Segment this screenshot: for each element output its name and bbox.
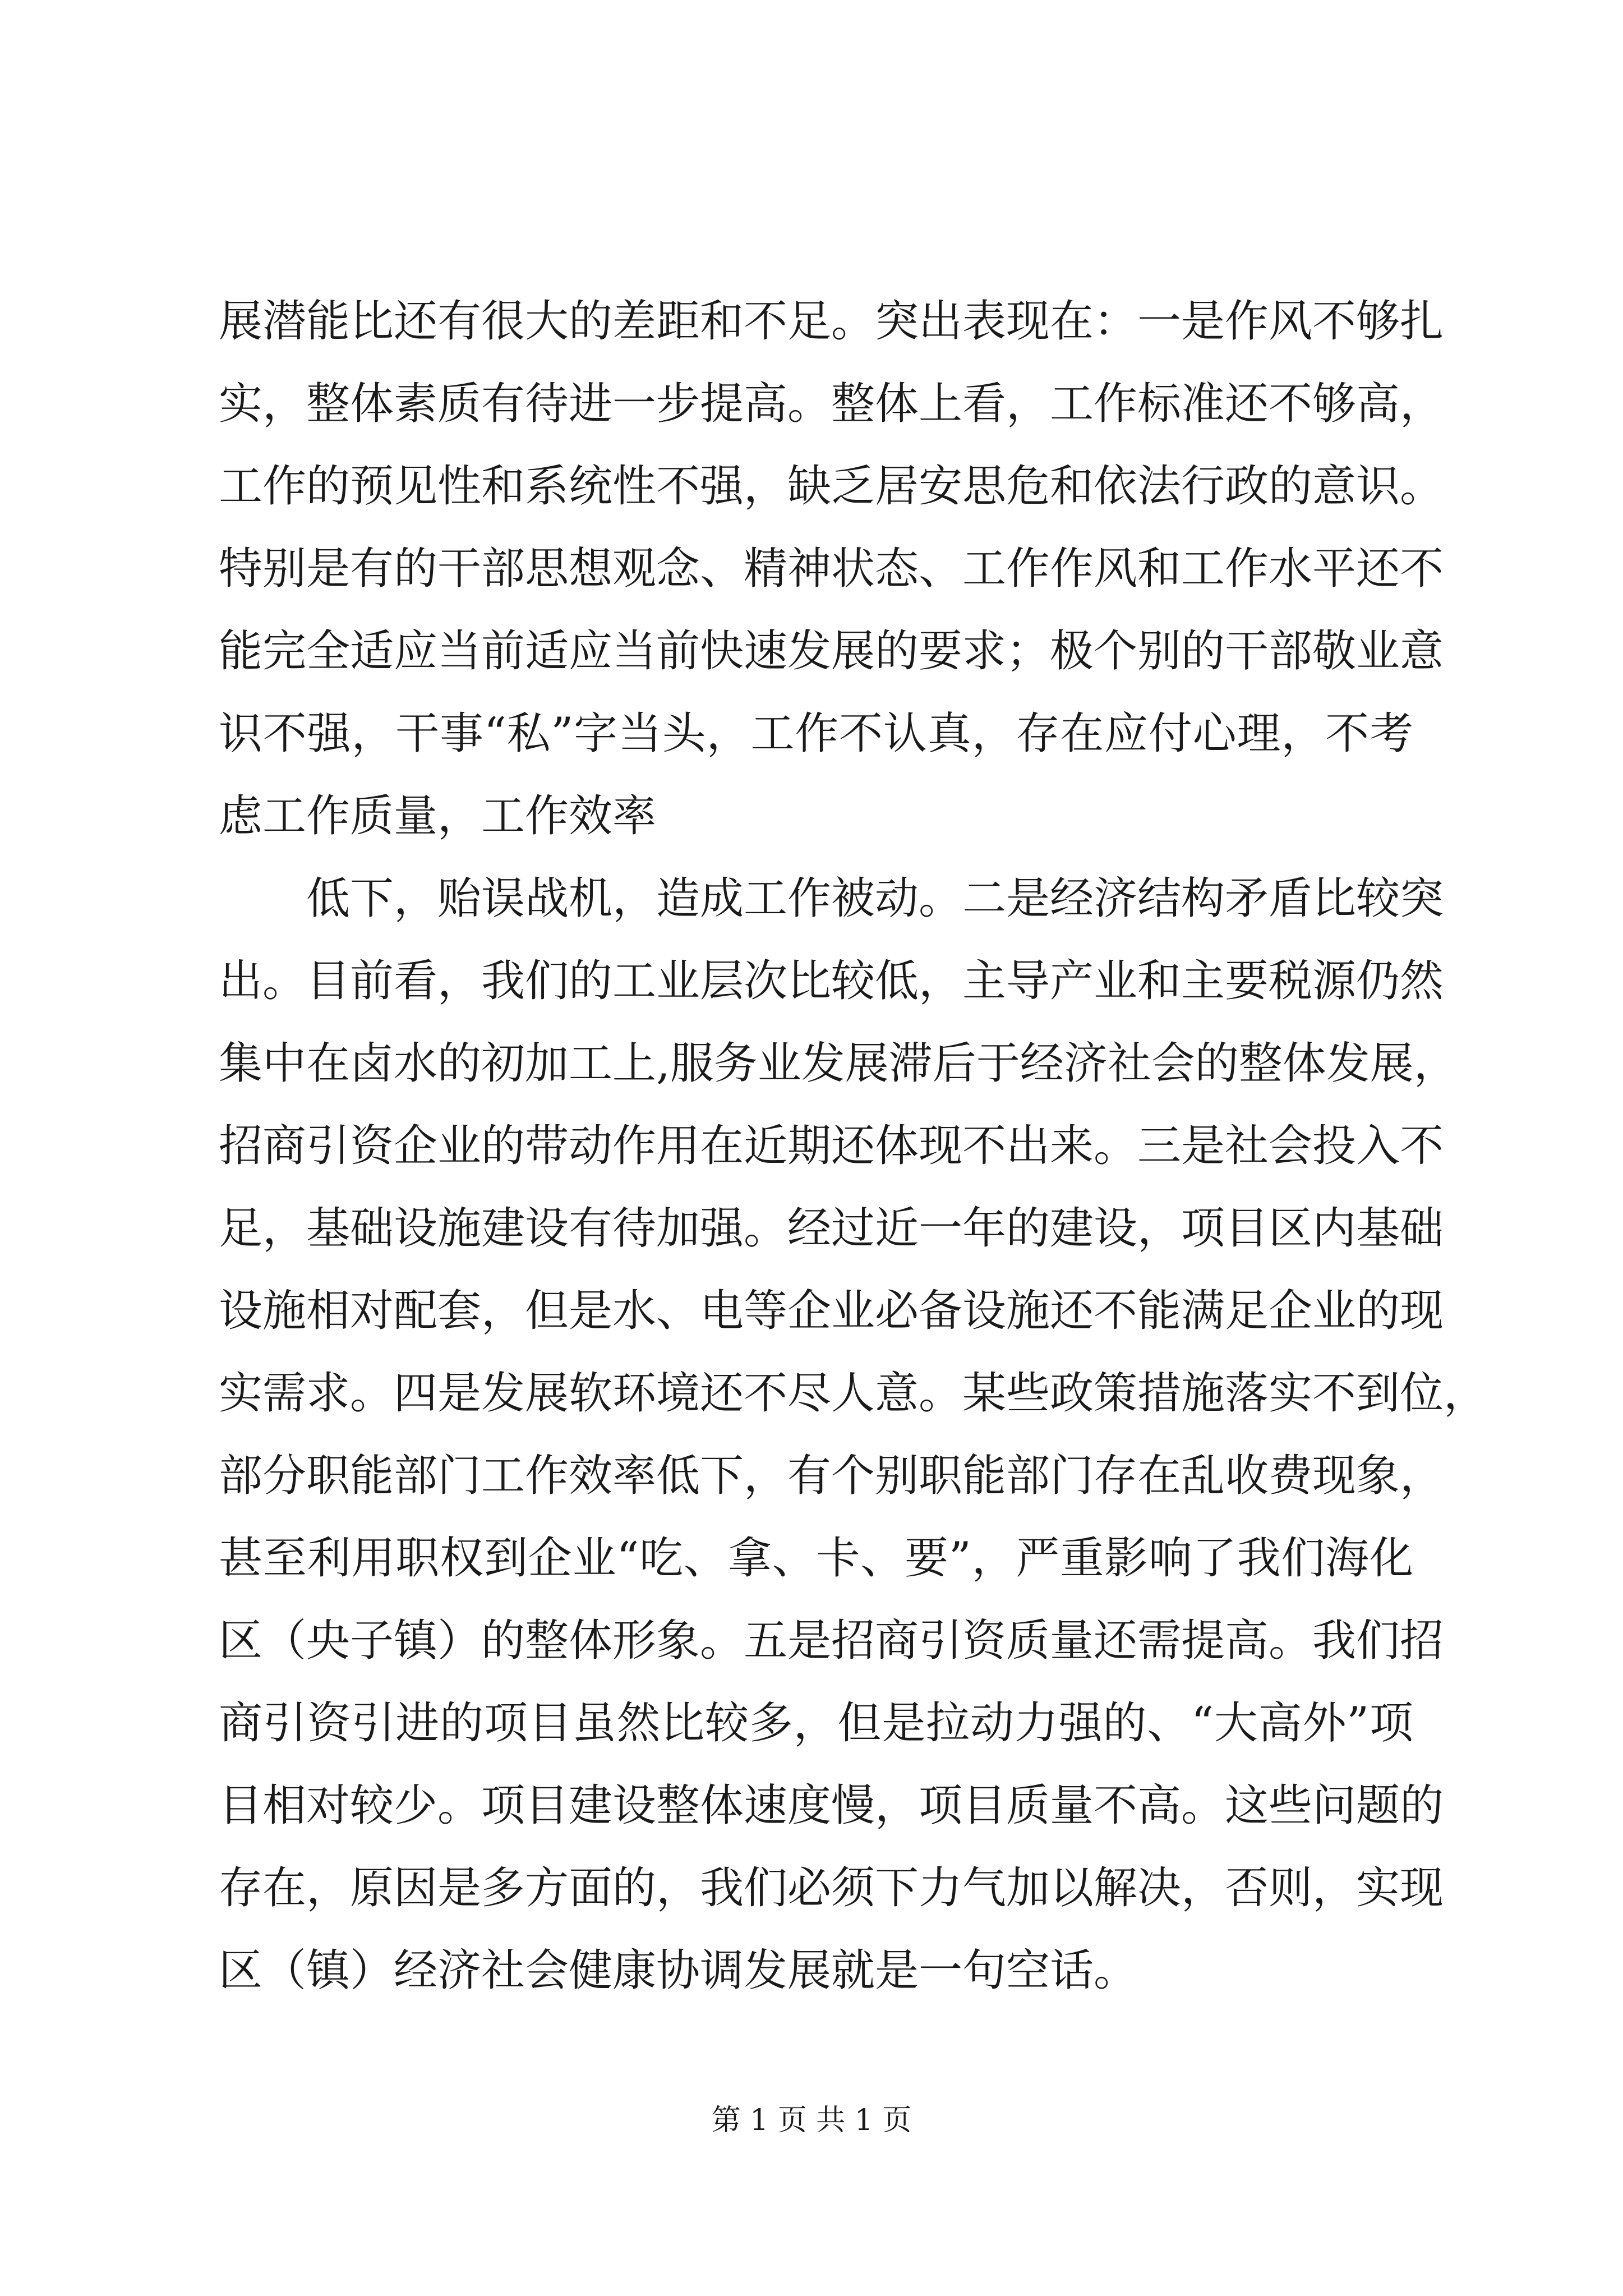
text-line: 实需求。四是发展软环境还不尽人意。某些政策措施落实不到位， xyxy=(219,1368,1488,1419)
page-number-footer: 第 1 页 共 1 页 xyxy=(711,2104,912,2137)
text-line: 虑工作质量，工作效率 xyxy=(219,791,657,841)
text-line: 特别是有的干部思想观念、精神状态、工作作风和工作水平还不 xyxy=(219,544,1444,594)
text-line: 出。目前看，我们的工业层次比较低，主导产业和主要税源仍然 xyxy=(219,956,1444,1006)
text-line: 部分职能部门工作效率低下，有个别职能部门存在乱收费现象， xyxy=(219,1451,1444,1501)
text-line: 展潜能比还有很大的差距和不足。突出表现在：一是作风不够扎 xyxy=(219,296,1444,347)
text-line: 集中在卤水的初加工上,服务业发展滞后于经济社会的整体发展， xyxy=(219,1038,1458,1089)
text-line: 目相对较少。项目建设整体速度慢，项目质量不高。这些问题的 xyxy=(219,1780,1444,1831)
text-line: 识不强，干事“私”字当头，工作不认真，存在应付心理，不考 xyxy=(219,708,1413,759)
text-line: 工作的预见性和系统性不强，缺乏居安思危和依法行政的意识。 xyxy=(219,461,1444,512)
text-line: 实，整体素质有待进一步提高。整体上看，工作标准还不够高， xyxy=(219,379,1444,429)
text-line: 设施相对配套，但是水、电等企业必备设施还不能满足企业的现 xyxy=(219,1286,1444,1336)
text-line: 商引资引进的项目虽然比较多，但是拉动力强的、“大高外”项 xyxy=(219,1698,1413,1749)
text-line: 区（央子镇）的整体形象。五是招商引资质量还需提高。我们招 xyxy=(219,1616,1444,1666)
paragraph-first-line: 低下，贻误战机，造成工作被动。二是经济结构矛盾比较突 xyxy=(306,873,1444,924)
body-text xyxy=(219,280,1488,2012)
text-line: 招商引资企业的带动作用在近期还体现不出来。三是社会投入不 xyxy=(219,1121,1444,1171)
text-line: 存在，原因是多方面的，我们必须下力气加以解决，否则，实现 xyxy=(219,1863,1444,1913)
text-line: 区（镇）经济社会健康协调发展就是一句空话。 xyxy=(219,1945,1138,1996)
text-line: 足，基础设施建设有待加强。经过近一年的建设，项目区内基础 xyxy=(219,1203,1444,1254)
text-line: 甚至利用职权到企业“吃、拿、卡、要”，严重影响了我们海化 xyxy=(219,1533,1413,1584)
text-line: 能完全适应当前适应当前快速发展的要求；极个别的干部敬业意 xyxy=(219,626,1444,677)
